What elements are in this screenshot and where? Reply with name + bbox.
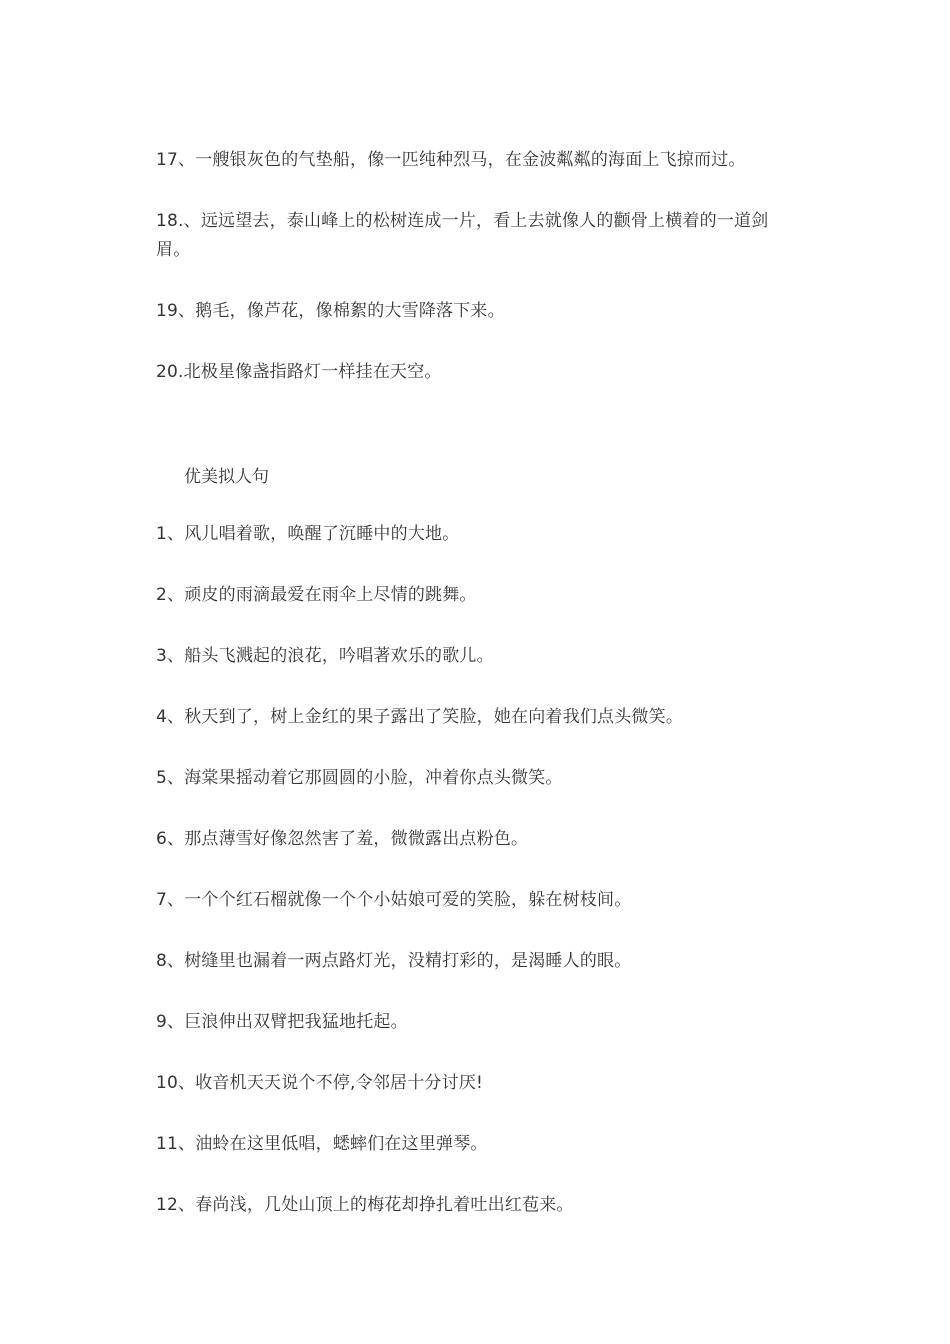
paragraph-item-18: 18.、远远望去，泰山峰上的松树连成一片，看上去就像人的颧骨上横着的一道剑眉。 [156, 211, 769, 260]
paragraph-item-9: 9、巨浪伸出双臂把我猛地托起。 [156, 1012, 408, 1032]
paragraph-item-17: 17、一艘银灰色的气垫船，像一匹纯种烈马，在金波粼粼的海面上飞掠而过。 [156, 150, 746, 170]
paragraph-item-20: 20.北极星像盏指路灯一样挂在天空。 [156, 362, 442, 382]
paragraph-item-7: 7、一个个红石榴就像一个个小姑娘可爱的笑脸，躲在树枝间。 [156, 890, 632, 910]
paragraph-item-6: 6、那点薄雪好像忽然害了羞，微微露出点粉色。 [156, 829, 529, 849]
paragraph-item-5: 5、海棠果摇动着它那圆圆的小脸，冲着你点头微笑。 [156, 768, 563, 788]
paragraph-item-1: 1、风儿唱着歌，唤醒了沉睡中的大地。 [156, 524, 460, 544]
paragraph-item-4: 4、秋天到了，树上金红的果子露出了笑脸，她在向着我们点头微笑。 [156, 707, 684, 727]
paragraph-item-2: 2、顽皮的雨滴最爱在雨伞上尽情的跳舞。 [156, 585, 477, 605]
paragraph-item-12: 12、春尚浅，几处山顶上的梅花却挣扎着吐出红苞来。 [156, 1195, 574, 1215]
paragraph-item-3: 3、船头飞溅起的浪花，吟唱著欢乐的歌儿。 [156, 646, 494, 666]
paragraph-item-10: 10、收音机天天说个不停,令邻居十分讨厌! [156, 1073, 484, 1093]
paragraph-item-11: 11、油蛉在这里低唱，蟋蟀们在这里弹琴。 [156, 1134, 488, 1154]
section-heading: 优美拟人句 [184, 467, 269, 487]
section-spacer [156, 419, 796, 463]
paragraph-item-19: 19、鹅毛，像芦花，像棉絮的大雪降落下来。 [156, 301, 505, 321]
document-body [156, 146, 796, 1252]
paragraph-item-8: 8、树缝里也漏着一两点路灯光，没精打彩的，是渴睡人的眼。 [156, 951, 632, 971]
